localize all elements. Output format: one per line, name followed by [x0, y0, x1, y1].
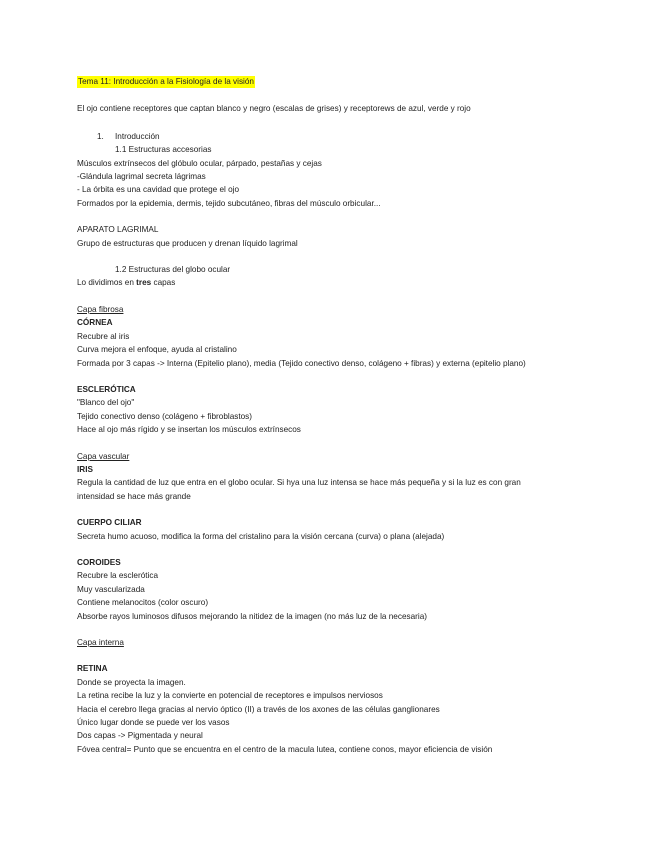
list-heading: Introducción	[115, 131, 160, 141]
section-capa-vascular: Capa vascular	[77, 451, 130, 461]
paragraph-line: Recubre al iris	[77, 331, 130, 341]
paragraph-line: "Blanco del ojo"	[77, 398, 135, 408]
heading-iris: IRIS	[77, 464, 93, 474]
paragraph-line: Dos capas -> Pigmentada y neural	[77, 731, 203, 741]
sub2-intro-bold: tres	[136, 278, 152, 288]
paragraph-line: Fóvea central= Punto que se encuentra en el centro de la macula lutea, contiene conos, mayor eficiencia de visión	[77, 744, 493, 754]
paragraph-line: Absorbe rayos luminosos difusos mejorando la nitidez de la imagen (no más luz de la necesaria)	[77, 611, 427, 621]
paragraph-line: Recubre la esclerótica	[77, 571, 159, 581]
section-capa-interna: Capa interna	[77, 638, 124, 647]
heading-esclerotica: ESCLERÓTICA	[77, 384, 136, 394]
paragraph-iris: Regula la cantidad de luz que entra en el globo ocular. Si hya una luz intensa se hace más pequeña y si la luz es con gran intensidad se hace más grande	[77, 478, 521, 501]
paragraph-line: Grupo de estructuras que producen y drenan líquido lagrimal	[77, 238, 298, 248]
paragraph-line: Formados por la epidemia, dermis, tejido subcutáneo, fibras del músculo orbicular...	[77, 198, 381, 208]
heading-cornea: CÓRNEA	[77, 318, 113, 328]
paragraph-line: La retina recibe la luz y la convierte en potencial de receptores e impulsos nerviosos	[77, 691, 383, 701]
paragraph-line: Formada por 3 capas -> Interna (Epitelio plano), media (Tejido conectivo denso, colágeno + fibras) y externa (epitelio plano)	[77, 358, 526, 368]
heading-coroides: COROIDES	[77, 557, 121, 567]
heading-aparato-lagrimal: APARATO LAGRIMAL	[77, 225, 159, 235]
paragraph-line: Curva mejora el enfoque, ayuda al cristalino	[77, 345, 237, 355]
heading-cuerpo-ciliar: CUERPO CILIAR	[77, 518, 142, 528]
subheading-estructuras-accesorias: 1.1 Estructuras accesorias	[115, 145, 212, 155]
document-title: Tema 11: Introducción a la Fisiología de la visión	[78, 77, 254, 86]
document-page	[77, 75, 622, 756]
intro-text: El ojo contiene receptores que captan blanco y negro (escalas de grises) y receptorews de azul, verde y rojo	[77, 104, 471, 114]
sub2-intro-post: capas	[151, 278, 176, 288]
paragraph-line: Único lugar donde se puede ver los vasos	[77, 718, 230, 728]
paragraph-line: Secreta humo acuoso, modifica la forma del cristalino para la visión cercana (curva) o plana (alejada)	[77, 531, 445, 541]
section-capa-fibrosa: Capa fibrosa	[77, 304, 124, 314]
paragraph-line: Donde se proyecta la imagen.	[77, 677, 186, 687]
paragraph-line: Muy vascularizada	[77, 584, 145, 594]
paragraph-line: -Glándula lagrimal secreta lágrimas	[77, 172, 206, 182]
paragraph-line: Contiene melanocitos (color oscuro)	[77, 598, 209, 608]
paragraph-line: - La órbita es una cavidad que protege el ojo	[77, 185, 240, 195]
list-item-introduccion	[77, 130, 622, 143]
paragraph-line: Tejido conectivo denso (colágeno + fibroblastos)	[77, 411, 252, 421]
paragraph-line: Hace al ojo más rígido y se insertan los músculos extrínsecos	[77, 425, 301, 435]
subheading-estructuras-globo: 1.2 Estructuras del globo ocular	[115, 265, 231, 275]
title-line	[77, 75, 622, 88]
list-number: 1.	[97, 131, 104, 141]
heading-retina: RETINA	[77, 664, 108, 674]
paragraph-line	[77, 276, 622, 289]
paragraph-line: Músculos extrínsecos del glóbulo ocular, párpado, pestañas y cejas	[77, 158, 322, 168]
sub2-intro-pre: Lo dividimos en	[77, 278, 137, 288]
paragraph-line: Hacia el cerebro llega gracias al nervio óptico (II) a través de los axones de las células ganglionares	[77, 704, 440, 714]
